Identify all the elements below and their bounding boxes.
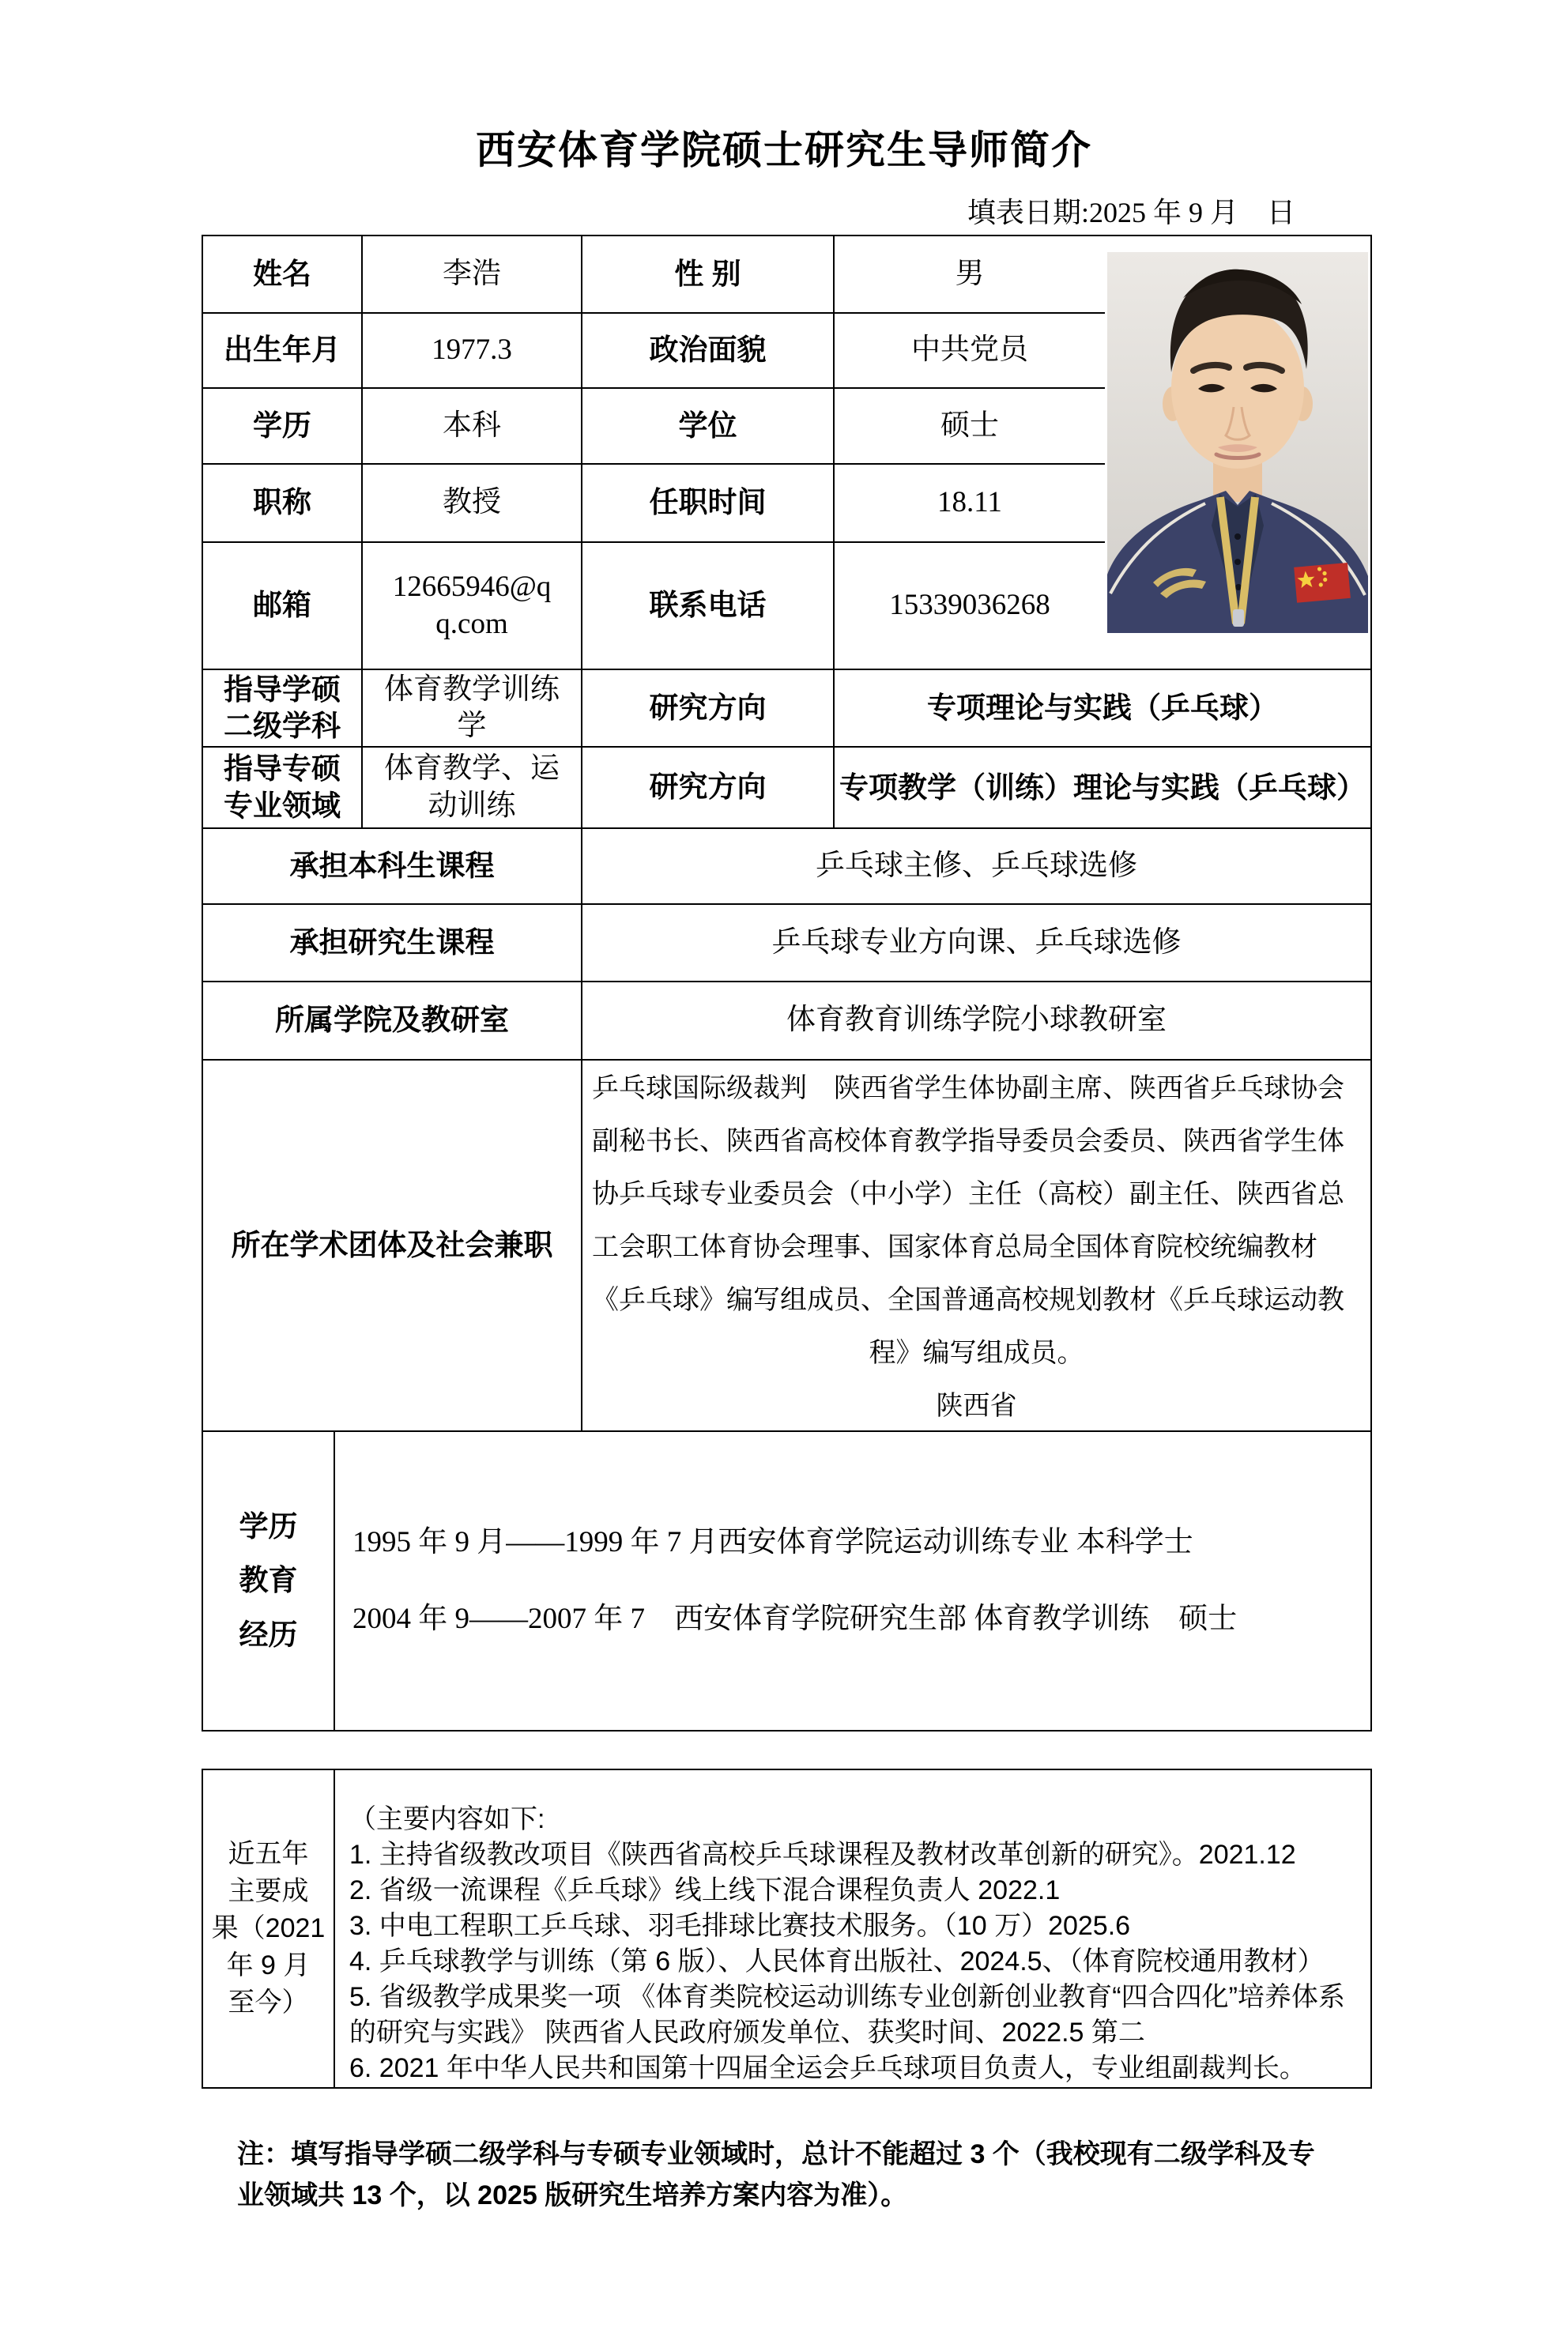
birth-label: 出生年月 — [203, 314, 363, 389]
department-row — [203, 982, 1370, 1061]
email-label: 邮箱 — [203, 543, 363, 670]
memberships-line: 协乒乓球专业委员会（中小学）主任（高校）副主任、陕西省总 — [592, 1180, 1344, 1209]
professional-field-label-line: 指导专硕 — [224, 752, 341, 786]
gender-label: 性 别 — [582, 236, 835, 314]
table-row — [203, 543, 1105, 670]
graduate-courses-value: 乒乓球专业方向课、乒乓球选修 — [582, 905, 1370, 982]
political-status-label: 政治面貌 — [582, 314, 835, 389]
phone-value: 15339036268 — [835, 543, 1105, 670]
table-row — [203, 314, 1105, 389]
zipper-slider — [1233, 609, 1244, 627]
education-value: 本科 — [363, 389, 582, 465]
table-row — [203, 236, 1105, 314]
academic-guidance-row — [203, 670, 1370, 748]
birth-value: 1977.3 — [363, 314, 582, 389]
professional-field-value: 体育教学、运动训练 — [363, 748, 582, 829]
title-label: 职称 — [203, 465, 363, 543]
degree-value: 硕士 — [835, 389, 1105, 465]
basic-info-section — [203, 236, 1370, 670]
name-value: 李浩 — [363, 236, 582, 314]
advisor-photo — [1107, 252, 1368, 633]
achievement-item: 4. 乒乓球教学与训练（第 6 版）、人民体育出版社、2024.5、（体育院校通用教材） — [349, 1946, 1325, 1976]
education-history-label-line: 教育 — [239, 1564, 298, 1597]
form-date: 填表日期:2025 年 9 月 日 — [967, 197, 1296, 228]
gender-value: 男 — [835, 236, 1105, 314]
memberships-line: 陕西省 — [936, 1392, 1017, 1421]
memberships-label: 所在学术团体及社会兼职 — [203, 1061, 582, 1432]
research-direction-label: 研究方向 — [582, 748, 835, 829]
achievements-label-line: 果（2021 — [211, 1913, 326, 1943]
email-value: 12665946@qq.com — [363, 543, 582, 670]
achievement-item: 2. 省级一流课程《乒乓球》线上线下混合课程负责人 2022.1 — [349, 1875, 1061, 1905]
achievements-label-line: 至今） — [228, 1988, 309, 2018]
research-direction-value: 专项理论与实践（乒乓球） — [835, 670, 1370, 748]
china-flag-patch — [1294, 563, 1351, 603]
memberships-row — [203, 1061, 1370, 1432]
achievements-value — [335, 1770, 1370, 2087]
education-history-label-line: 学历 — [239, 1510, 298, 1543]
education-history-row — [203, 1432, 1370, 1730]
footnote-line: 注：填写指导学硕二级学科与专硕专业领域时，总计不能超过 3 个（我校现有二级学科及专 — [237, 2139, 1315, 2169]
achievements-label-line: 近五年 — [228, 1839, 309, 1869]
advisor-info-table — [202, 235, 1372, 1732]
department-value: 体育教育训练学院小球教研室 — [582, 982, 1370, 1061]
table-row — [203, 465, 1105, 543]
memberships-line: 工会职工体育协会理事、国家体育总局全国体育院校统编教材 — [592, 1233, 1317, 1262]
shirt-button — [1234, 559, 1241, 565]
page-title: 西安体育学院硕士研究生导师简介 — [476, 128, 1092, 172]
education-history-line: 2004 年 9——2007 年 7 西安体育学院研究生部 体育教学训练 硕士 — [352, 1602, 1238, 1635]
department-label: 所属学院及教研室 — [203, 982, 582, 1061]
shirt-button — [1235, 584, 1242, 590]
professional-guidance-row — [203, 748, 1370, 829]
title-value: 教授 — [363, 465, 582, 543]
achievement-item: 1. 主持省级教改项目《陕西省高校乒乓球课程及教材改革创新的研究》。2021.12 — [349, 1840, 1296, 1870]
professional-field-label — [203, 748, 363, 829]
undergraduate-courses-label: 承担本科生课程 — [203, 829, 582, 905]
footnote-line: 业领域共 13 个，以 2025 版研究生培养方案内容为准）。 — [237, 2180, 908, 2210]
footnote — [237, 2134, 1383, 2216]
memberships-line: 《乒乓球》编写组成员、全国普通高校规划教材《乒乓球运动教 — [592, 1286, 1344, 1315]
education-history-value — [335, 1432, 1370, 1730]
education-history-label-line: 经历 — [239, 1618, 298, 1651]
photo-cell — [1105, 236, 1370, 670]
research-direction-label: 研究方向 — [582, 670, 835, 748]
achievement-item: 5. 省级教学成果奖一项 《体育类院校运动训练专业创新创业教育“四合四化”培养体系的研究与实践》 陕西省人民政府颁发单位、获奖时间、2022.5 第二 — [349, 1982, 1345, 2048]
achievement-item: （主要内容如下: — [349, 1804, 545, 1834]
graduate-courses-label: 承担研究生课程 — [203, 905, 582, 982]
undergraduate-courses-row — [203, 829, 1370, 905]
memberships-line: 程》编写组成员。 — [869, 1339, 1084, 1368]
graduate-courses-row — [203, 905, 1370, 982]
memberships-line: 副秘书长、陕西省高校体育教学指导委员会委员、陕西省学生体 — [592, 1127, 1344, 1156]
memberships-line: 乒乓球国际级裁判 陕西省学生体协副主席、陕西省乒乓球协会 — [592, 1074, 1344, 1103]
achievement-item: 6. 2021 年中华人民共和国第十四届全运会乒乓球项目负责人，专业组副裁判长。 — [349, 2053, 1306, 2083]
tenure-value: 18.11 — [835, 465, 1105, 543]
education-label: 学历 — [203, 389, 363, 465]
achievements-label — [203, 1770, 335, 2087]
memberships-value — [582, 1061, 1370, 1432]
professional-field-label-line: 专业领域 — [224, 789, 341, 822]
tenure-label: 任职时间 — [582, 465, 835, 543]
undergraduate-courses-value: 乒乓球主修、乒乓球选修 — [582, 829, 1370, 905]
basic-info-grid — [203, 236, 1105, 670]
achievements-label-line: 年 9 月 — [226, 1950, 311, 1980]
achievements-label-line: 主要成 — [228, 1876, 309, 1906]
academic-discipline-value: 体育教学训练学 — [363, 670, 582, 748]
achievement-item: 3. 中电工程职工乒乓球、羽毛排球比赛技术服务。（10 万）2025.6 — [349, 1911, 1131, 1941]
education-history-label — [203, 1432, 335, 1730]
academic-discipline-label-line: 二级学科 — [224, 710, 341, 742]
education-history-line: 1995 年 9 月——1999 年 7 月西安体育学院运动训练专业 本科学士 — [352, 1526, 1193, 1559]
shirt-button — [1234, 533, 1241, 540]
research-direction-value: 专项教学（训练）理论与实践（乒乓球） — [835, 748, 1370, 829]
name-label: 姓名 — [203, 236, 363, 314]
achievements-table — [202, 1769, 1372, 2089]
table-row — [203, 389, 1105, 465]
academic-discipline-label-line: 指导学硕 — [224, 673, 341, 706]
academic-discipline-label — [203, 670, 363, 748]
political-status-value: 中共党员 — [835, 314, 1105, 389]
phone-label: 联系电话 — [582, 543, 835, 670]
degree-label: 学位 — [582, 389, 835, 465]
